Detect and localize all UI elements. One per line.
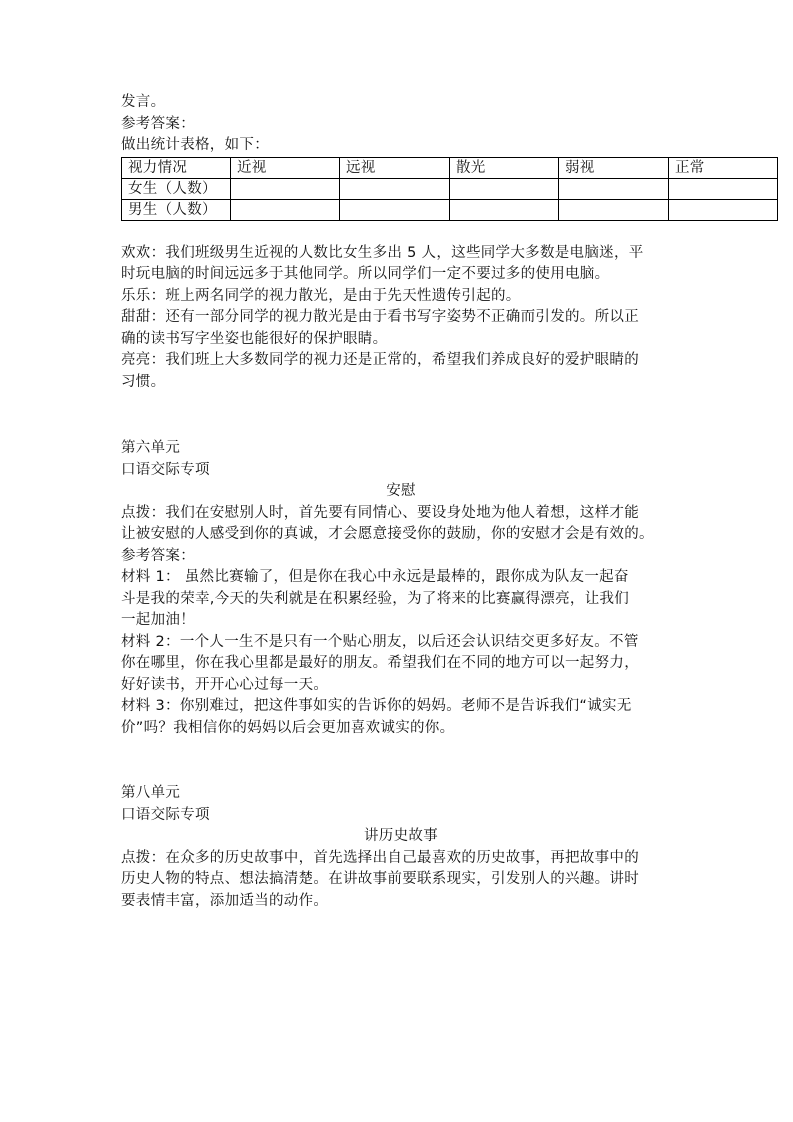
paragraph-line: 好好读书，开开心心过每一天。 xyxy=(121,676,329,693)
table-cell xyxy=(559,199,669,220)
unit6-answer-label: 参考答案： xyxy=(121,547,195,564)
table-cell xyxy=(231,199,340,220)
paragraph-line: 时玩电脑的时间远远多于其他同学。所以同学们一定不要过多的使用电脑。 xyxy=(121,266,610,282)
header-cell: 远视 xyxy=(340,157,450,178)
paragraph-line: 斗是我的荣幸,今天的失利就是在积累经验，为了将来的比赛赢得漂亮，让我们 xyxy=(121,590,630,607)
table-row xyxy=(122,199,778,220)
row-label: 男生（人数） xyxy=(122,199,231,220)
paragraph-line: 历史人物的特点、想法搞清楚。在讲故事前要联系现实，引发别人的兴趣。讲时 xyxy=(121,871,639,887)
paragraph-line: 习惯。 xyxy=(121,373,166,390)
table-cell xyxy=(340,178,450,199)
answer-label: 参考答案： xyxy=(121,115,195,132)
statement-tiantian xyxy=(121,307,681,350)
paragraph-line: 材料 3：你别难过，把这件事如实的告诉你的妈妈。老师不是告诉我们“诚实无 xyxy=(121,698,632,714)
unit6-tip xyxy=(121,503,681,546)
header-cell: 近视 xyxy=(231,157,340,178)
table-row xyxy=(122,178,778,199)
paragraph-line: 确的读书写字坐姿也能很好的保护眼睛。 xyxy=(121,330,388,347)
table-intro: 做出统计表格，如下： xyxy=(121,137,269,153)
document-page xyxy=(121,92,705,912)
table-cell xyxy=(450,178,559,199)
unit8-tip xyxy=(121,848,681,913)
table-header-row xyxy=(122,157,778,178)
row-label: 女生（人数） xyxy=(122,178,231,199)
statement-liangliang xyxy=(121,350,681,393)
paragraph-line: 你在哪里，你在我心里都是最好的朋友。希望我们在不同的地方可以一起努力， xyxy=(121,655,639,671)
paragraph-line: 一起加油！ xyxy=(121,612,195,628)
statement-huanhuan xyxy=(121,243,681,286)
paragraph-line: 点拨：我们在安慰别人时，首先要有同情心、要设身处地为他人着想，这样才能 xyxy=(121,504,639,521)
table-cell xyxy=(450,199,559,220)
header-cell: 正常 xyxy=(669,157,778,178)
paragraph-line: 点拨：在众多的历史故事中，首先选择出自己最喜欢的历史故事，再把故事中的 xyxy=(121,849,639,866)
table-cell xyxy=(231,178,340,199)
unit8-section: 口语交际专项 xyxy=(121,806,210,823)
material-1 xyxy=(121,567,681,632)
paragraph-line: 价”吗？我相信你的妈妈以后会更加喜欢诚实的你。 xyxy=(121,719,455,736)
paragraph-line: 让被安慰的人感受到你的真诚，才会愿意接受你的鼓励，你的安慰才会是有效的。 xyxy=(121,526,654,542)
paragraph-line: 材料 2：一个人一生不是只有一个贴心朋友，以后还会认识结交更多好友。不管 xyxy=(121,633,639,650)
table-cell xyxy=(669,178,778,199)
paragraph-line: 材料 1： 虽然比赛输了，但是你在我心中永远是最棒的，跟你成为队友一起奋 xyxy=(121,569,629,585)
table-cell xyxy=(340,199,450,220)
paragraph-line: 要表情丰富，添加适当的动作。 xyxy=(121,892,329,909)
material-3 xyxy=(121,696,681,739)
header-cell: 散光 xyxy=(450,157,559,178)
material-2 xyxy=(121,632,681,697)
unit8-title: 第八单元 xyxy=(121,785,181,801)
paragraph-line: 乐乐：班上两名同学的视力散光，是由于先天性遗传引起的。 xyxy=(121,287,521,304)
paragraph-line: 甜甜：还有一部分同学的视力散光是由于看书写字姿势不正确而引发的。所以正 xyxy=(121,309,639,325)
intro-line: 发言。 xyxy=(121,94,166,110)
header-cell: 弱视 xyxy=(559,157,669,178)
unit8-topic: 讲历史故事 xyxy=(364,828,438,844)
unit6-title: 第六单元 xyxy=(121,440,181,456)
unit6-topic: 安慰 xyxy=(386,483,416,499)
table-cell xyxy=(669,199,778,220)
statement-lele xyxy=(121,286,681,308)
unit6-section: 口语交际专项 xyxy=(121,461,210,478)
table-cell xyxy=(559,178,669,199)
paragraph-line: 欢欢：我们班级男生近视的人数比女生多出 5 人，这些同学大多数是电脑迷，平 xyxy=(121,244,644,261)
header-cell: 视力情况 xyxy=(122,157,231,178)
vision-stats-table xyxy=(121,157,778,221)
paragraph-line: 亮亮：我们班上大多数同学的视力还是正常的，希望我们养成良好的爱护眼睛的 xyxy=(121,352,639,368)
